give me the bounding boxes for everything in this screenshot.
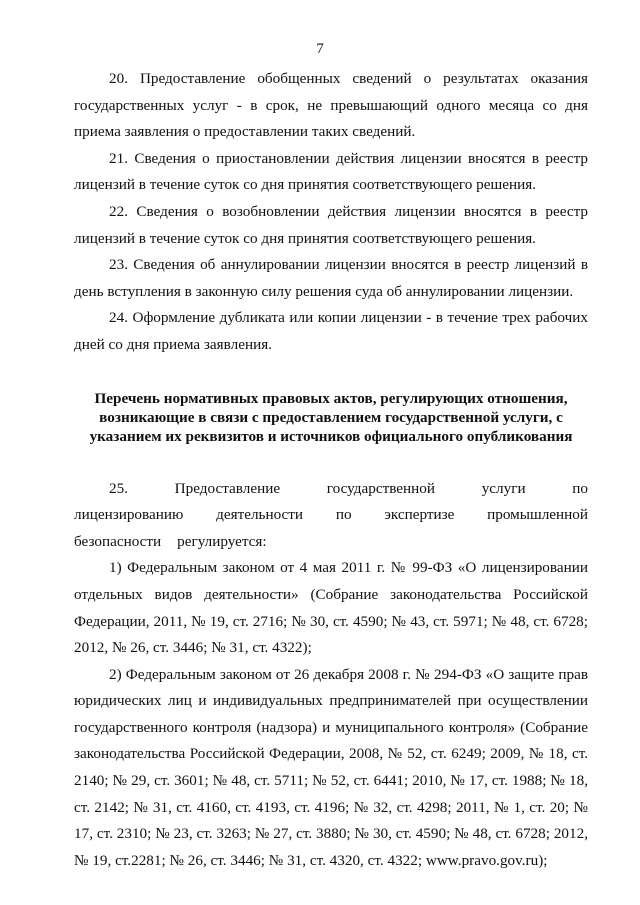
paragraph-item-22: 22. Сведения о возобновлении действия лицензии вносятся в реестр лицензий в течение суток со дня принятия соответствующего решения.	[74, 202, 588, 247]
paragraph-item-24: 24. Оформление дубликата или копии лицензии - в течение трех рабочих дней со дня приема заявления.	[74, 309, 588, 353]
paragraph-item-21: 21. Сведения о приостановлении действия лицензии вносятся в реестр лицензий в течение суток со дня принятия соответствующего решения.	[74, 149, 588, 194]
paragraph-item-25: 25. Предоставление государственной услуги по лицензированию деятельности по экспертизе промышленной безопасности регулируется:	[74, 479, 588, 550]
paragraph-item-20: 20. Предоставление обобщенных сведений о результатах оказания государственных услуг - в срок, не превышающий одного месяца со дня приема заявления о предоставлении таких сведений.	[74, 70, 588, 141]
document-body	[74, 66, 588, 874]
law-item-1: 1) Федеральным законом от 4 мая 2011 г. № 99-ФЗ «О лицензировании отдельных видов деятельности» (Собрание законодательства Российской Федерации, 2011, № 19, ст. 2716; № 30, ст. 4590; № 43, ст. 5971; № 48, ст. 6728; 2012, № 26, ст. 3446; № 31, ст. 4322);	[74, 559, 588, 657]
law-item-2: 2) Федеральным законом от 26 декабря 2008 г. № 294-ФЗ «О защите прав юридических лиц и индивидуальных предпринимателей при осуществлении государственного контроля (надзора) и муниципального контроля» (Собрание законодательства Российской Федерации, 2008, № 52, ст. 6249; 2009, № 18, ст. 2140; № 29, ст. 3601; № 48, ст. 5711; № 52, ст. 6441; 2010, № 17, ст. 1988; № 18, ст. 2142; № 31, ст. 4160, ст. 4193, ст. 4196; № 32, ст. 4298; 2011, № 1, ст. 20; № 17, ст. 2310; № 23, ст. 3263; № 27, ст. 3880; № 30, ст. 4590; № 48, ст. 6728; 2012, № 19, ст.2281; № 26, ст. 3446; № 31, ст. 4320, ст. 4322; www.pravo.gov.ru);	[74, 665, 588, 869]
section-heading: Перечень нормативных правовых актов, регулирующих отношения, возникающие в связи с предоставлением государственной услуги, с указанием их реквизитов и источников официального опубликования	[89, 389, 573, 445]
paragraph-item-23: 23. Сведения об аннулировании лицензии вносятся в реестр лицензий в день вступления в законную силу решения суда об аннулировании лицензии.	[74, 256, 588, 300]
page-number: 7	[316, 41, 324, 57]
